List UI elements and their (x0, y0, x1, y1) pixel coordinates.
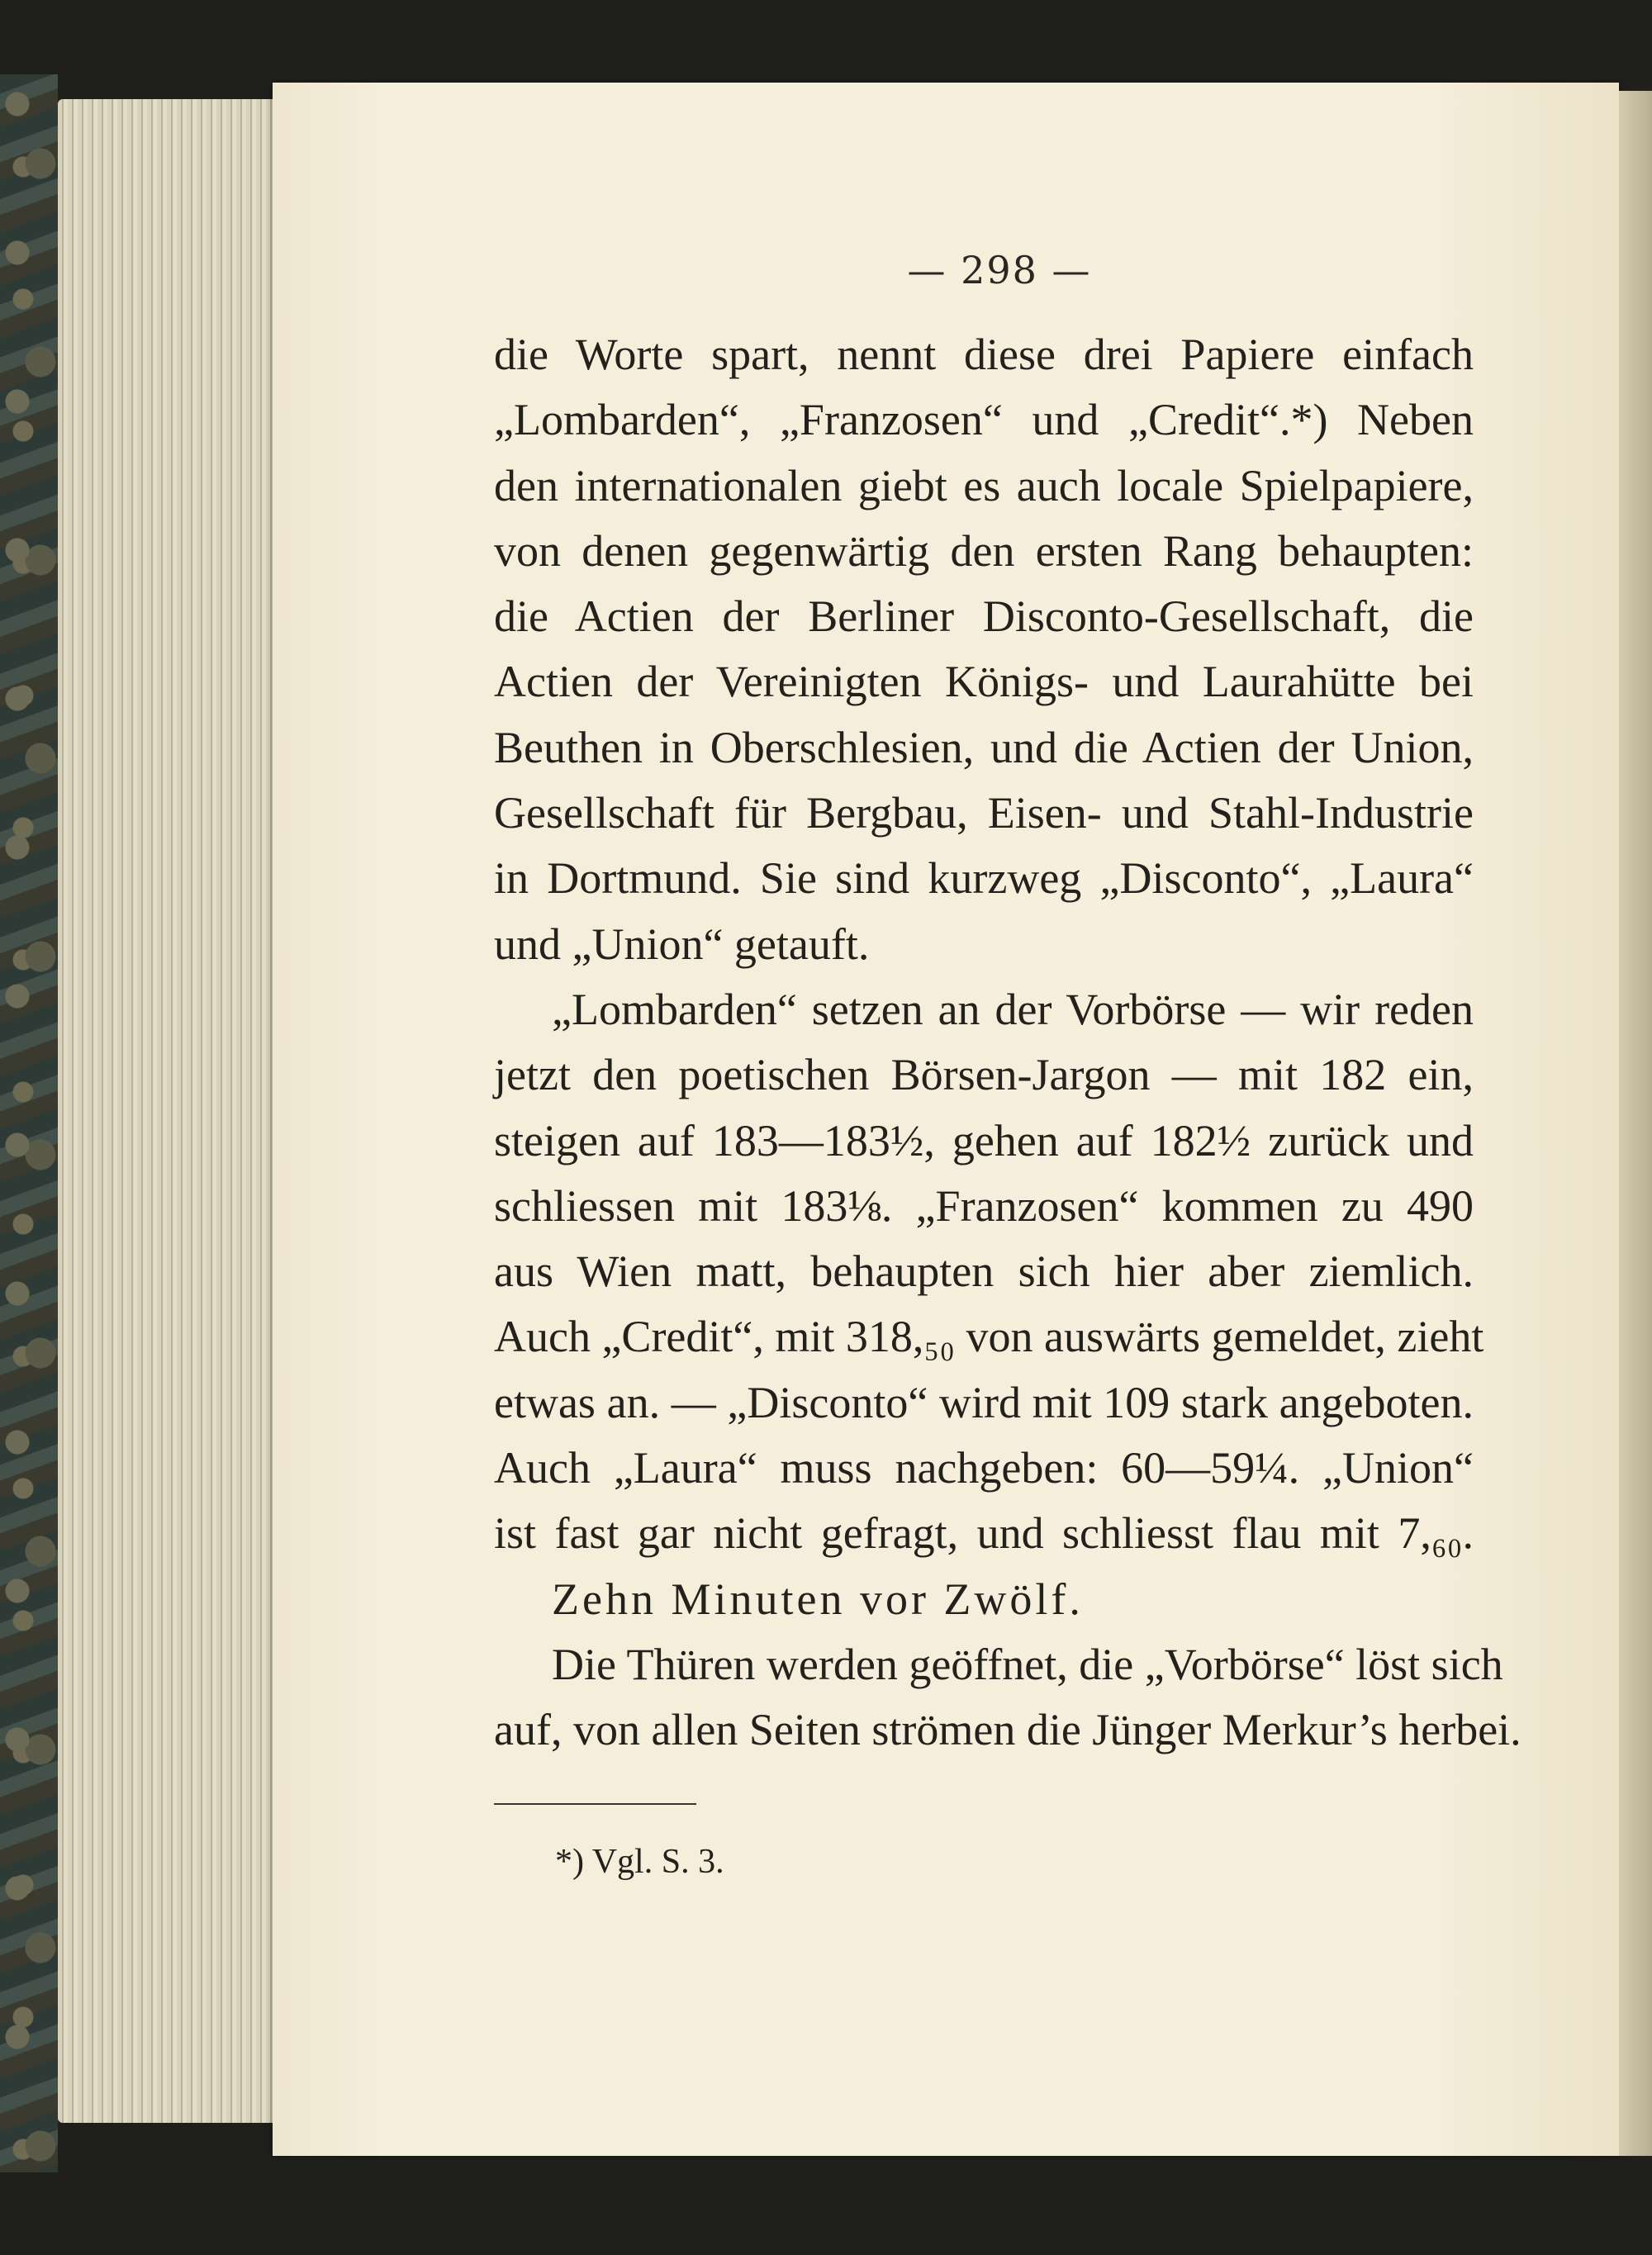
text-line: steigen auf 183—183½, gehen auf 182½ zurück und (494, 1115, 1474, 1165)
text-line: von denen gegenwärtig den ersten Rang behaupten: (494, 525, 1474, 576)
text-line: Auch „Credit“, mit 318,₅₀ von auswärts gemeldet, zieht (494, 1312, 1484, 1362)
footnote: *) Vgl. S. 3. (555, 1843, 724, 1881)
text-line: die Worte spart, nennt diese drei Papiere einfach (494, 330, 1474, 379)
text-line: in Dortmund. Sie sind kurzweg „Disconto“, „Laura“ (494, 853, 1474, 904)
text-line: „Lombarden“, „Franzosen“ und „Credit“.*) Neben (494, 395, 1474, 445)
text-line: auf, von allen Seiten strömen die Jünger Merkur’s herbei. (494, 1705, 1521, 1755)
page-number: — 298 — (907, 248, 1092, 292)
text-line: etwas an. — „Disconto“ wird mit 109 stark angeboten. (494, 1377, 1474, 1427)
text-line: schliessen mit 183⅛. „Franzosen“ kommen zu 490 (494, 1180, 1474, 1231)
body-text (494, 322, 1521, 1764)
text-line: Auch „Laura“ muss nachgeben: 60—59¼. „Union“ (494, 1443, 1474, 1493)
text-line: und „Union“ getauft. (494, 919, 870, 969)
page-edges (58, 99, 281, 2123)
footnote-rule (494, 1803, 696, 1805)
text-line: „Lombarden“ setzen an der Vorbörse — wir reden (552, 984, 1474, 1034)
text-line: Gesellschaft für Bergbau, Eisen- und Stahl-Industrie (494, 788, 1474, 838)
book-cover (0, 74, 58, 2172)
text-line: Beuthen in Oberschlesien, und die Actien der Union, (494, 722, 1474, 772)
text-line: Die Thüren werden geöffnet, die „Vorbörse“ löst sich (552, 1639, 1503, 1689)
text-line: jetzt den poetischen Börsen-Jargon — mit 182 ein, (494, 1050, 1474, 1100)
section-heading: Zehn Minuten vor Zwölf. (552, 1574, 1084, 1624)
text-line: aus Wien matt, behaupten sich hier aber ziemlich. (494, 1246, 1474, 1297)
right-page-edge (1619, 91, 1652, 2156)
text-line: ist fast gar nicht gefragt, und schliesst flau mit 7,₆₀. (494, 1508, 1474, 1559)
text-line: den internationalen giebt es auch locale Spielpapiere, (494, 460, 1474, 510)
text-line: die Actien der Berliner Disconto-Gesellschaft, die (494, 591, 1474, 642)
text-line: Actien der Vereinigten Königs- und Laurahütte bei (494, 657, 1474, 707)
